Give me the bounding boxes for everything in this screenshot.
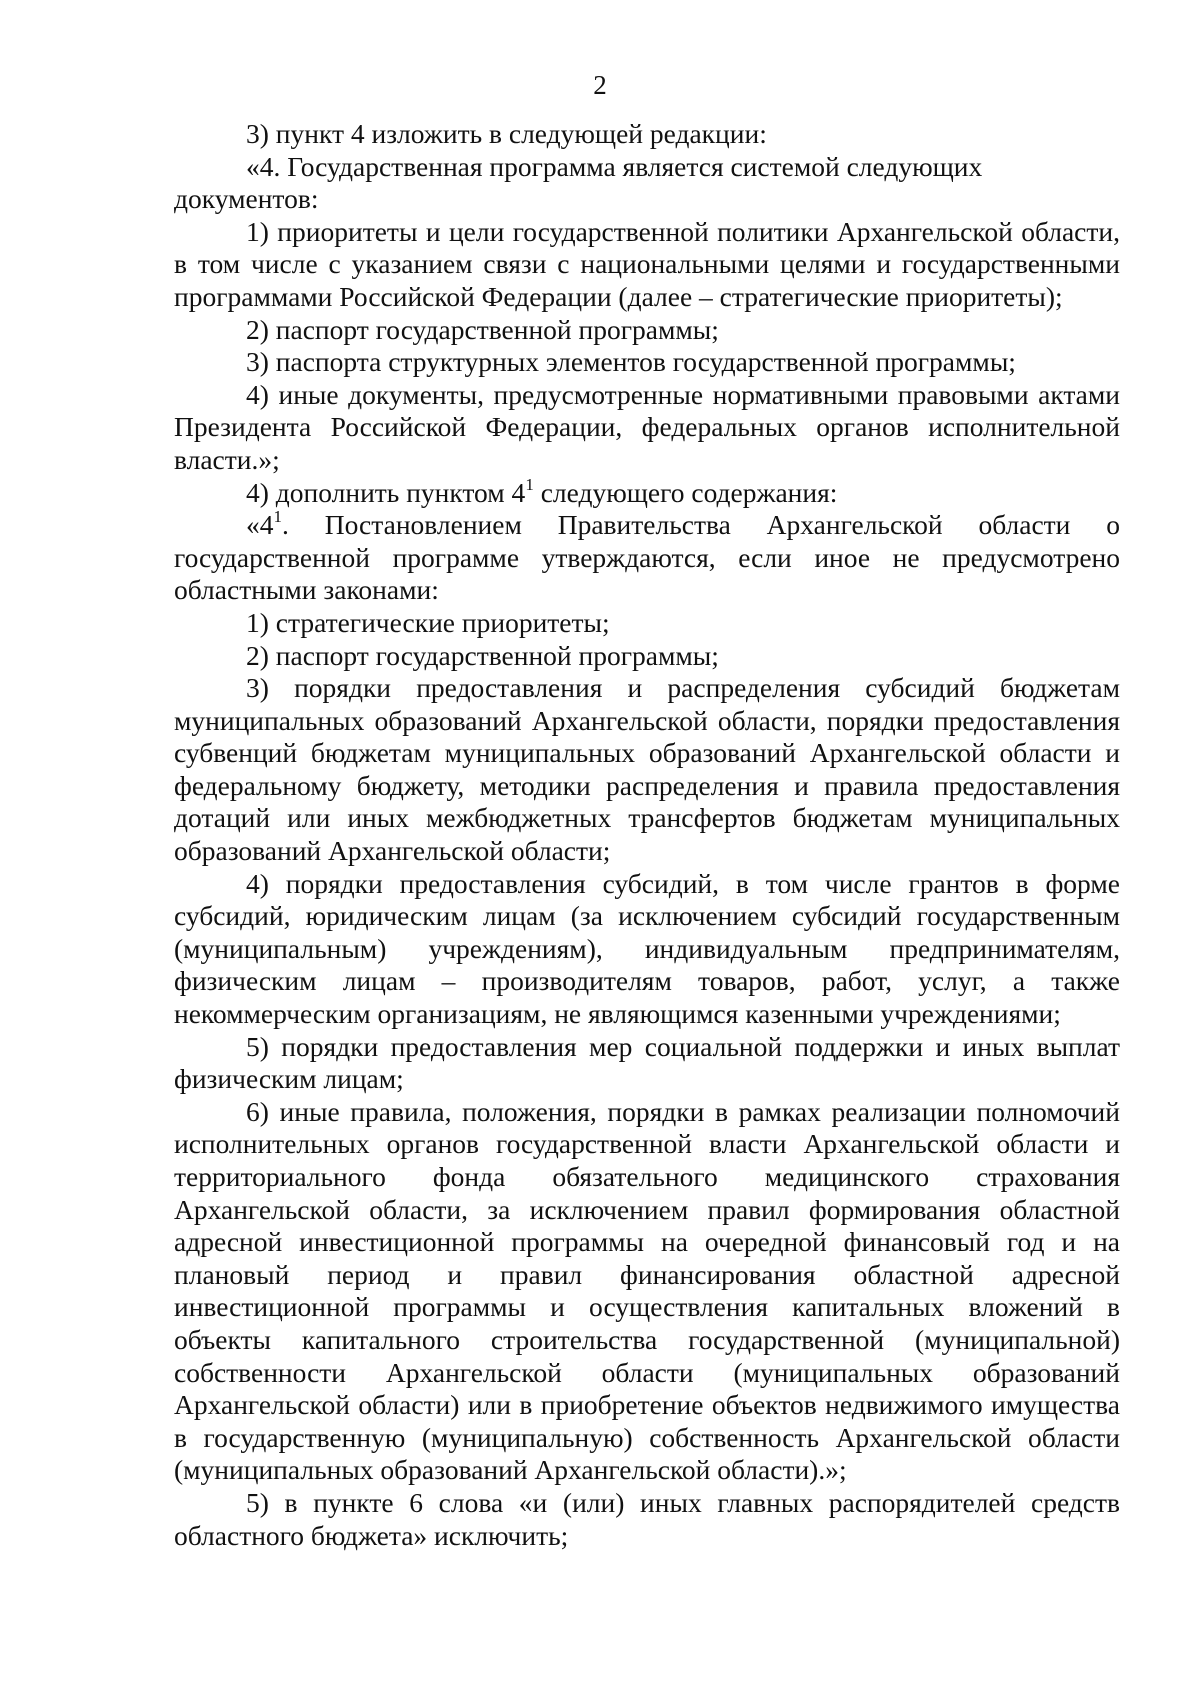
superscript: 1: [525, 474, 534, 494]
paragraph: [174, 474, 1120, 510]
paragraph-text: 4) дополнить пунктом 4: [246, 476, 526, 508]
page-number: 2: [593, 70, 607, 100]
paragraph: 4) порядки предоставления субсидий, в том числе грантов в форме субсидий, юридическим лицам (за исключением субсидий государственным (муниципальным) учреждениям), индивидуальным предпринимателям, физическим лицам – производителям товаров, работ, услуг, а также некоммерческим организациям, не являющимся казенными учреждениями;: [174, 867, 1120, 1030]
paragraph-text: «4: [246, 509, 274, 541]
paragraph: 6) иные правила, положения, порядки в рамках реализации полномочий исполнительных органов государственной власти Архангельской области и территориального фонда обязательного медицинского страхования Архангельской области, за исключением правил формирования областной адресной инвестиционной программы на очередной финансовый год и на плановый период и правил финансирования областной адресной инвестиционной программы и осуществления капитальных вложений в объекты капитального строительства государственной (муниципальной) собственности Архангельской области (муниципальных образований Архангельской области) или в приобретение объектов недвижимого имущества в государственную (муниципальную) собственность Архангельской области (муниципальных образований Архангельской области).»;: [174, 1095, 1120, 1486]
paragraph: 2) паспорт государственной программы;: [246, 639, 719, 671]
paragraph: 4) иные документы, предусмотренные нормативными правовыми актами Президента Российской Федерации, федеральных органов исполнительной власти.»;: [174, 378, 1120, 475]
paragraph: 1) стратегические приоритеты;: [246, 606, 610, 638]
paragraph: 3) паспорта структурных элементов государственной программы;: [246, 346, 1016, 378]
paragraph: 5) в пункте 6 слова «и (или) иных главных распорядителей средств областного бюджета» исключить;: [174, 1486, 1120, 1551]
superscript: 1: [273, 507, 283, 527]
paragraph: 5) порядки предоставления мер социальной поддержки и иных выплат физическим лицам;: [174, 1030, 1120, 1095]
paragraph: [174, 509, 1120, 607]
paragraph: 3) порядки предоставления и распределения субсидий бюджетам муниципальных образований Архангельской области, порядки предоставления субвенций бюджетам муниципальных образований Архангельской области и федеральному бюджету, методики распределения и правила предоставления дотаций или иных межбюджетных трансфертов бюджетам муниципальных образований Архангельской области;: [174, 672, 1120, 867]
paragraph: 2) паспорт государственной программы;: [246, 313, 719, 345]
paragraph-text: . Постановлением Правительства Архангельской области о государственной программе утверждаются, если иное не предусмотрено областными законами:: [174, 509, 1120, 606]
paragraph: «4. Государственная программа является системой следующих документов:: [174, 150, 983, 215]
paragraph: 1) приоритеты и цели государственной политики Архангельской области, в том числе с указанием связи с национальными целями и государственными программами Российской Федерации (далее – стратегические приоритеты);: [174, 215, 1120, 312]
paragraph-text: следующего содержания:: [533, 476, 838, 508]
paragraph: 3) пункт 4 изложить в следующей редакции:: [246, 118, 767, 149]
document-body: [174, 118, 1120, 1552]
